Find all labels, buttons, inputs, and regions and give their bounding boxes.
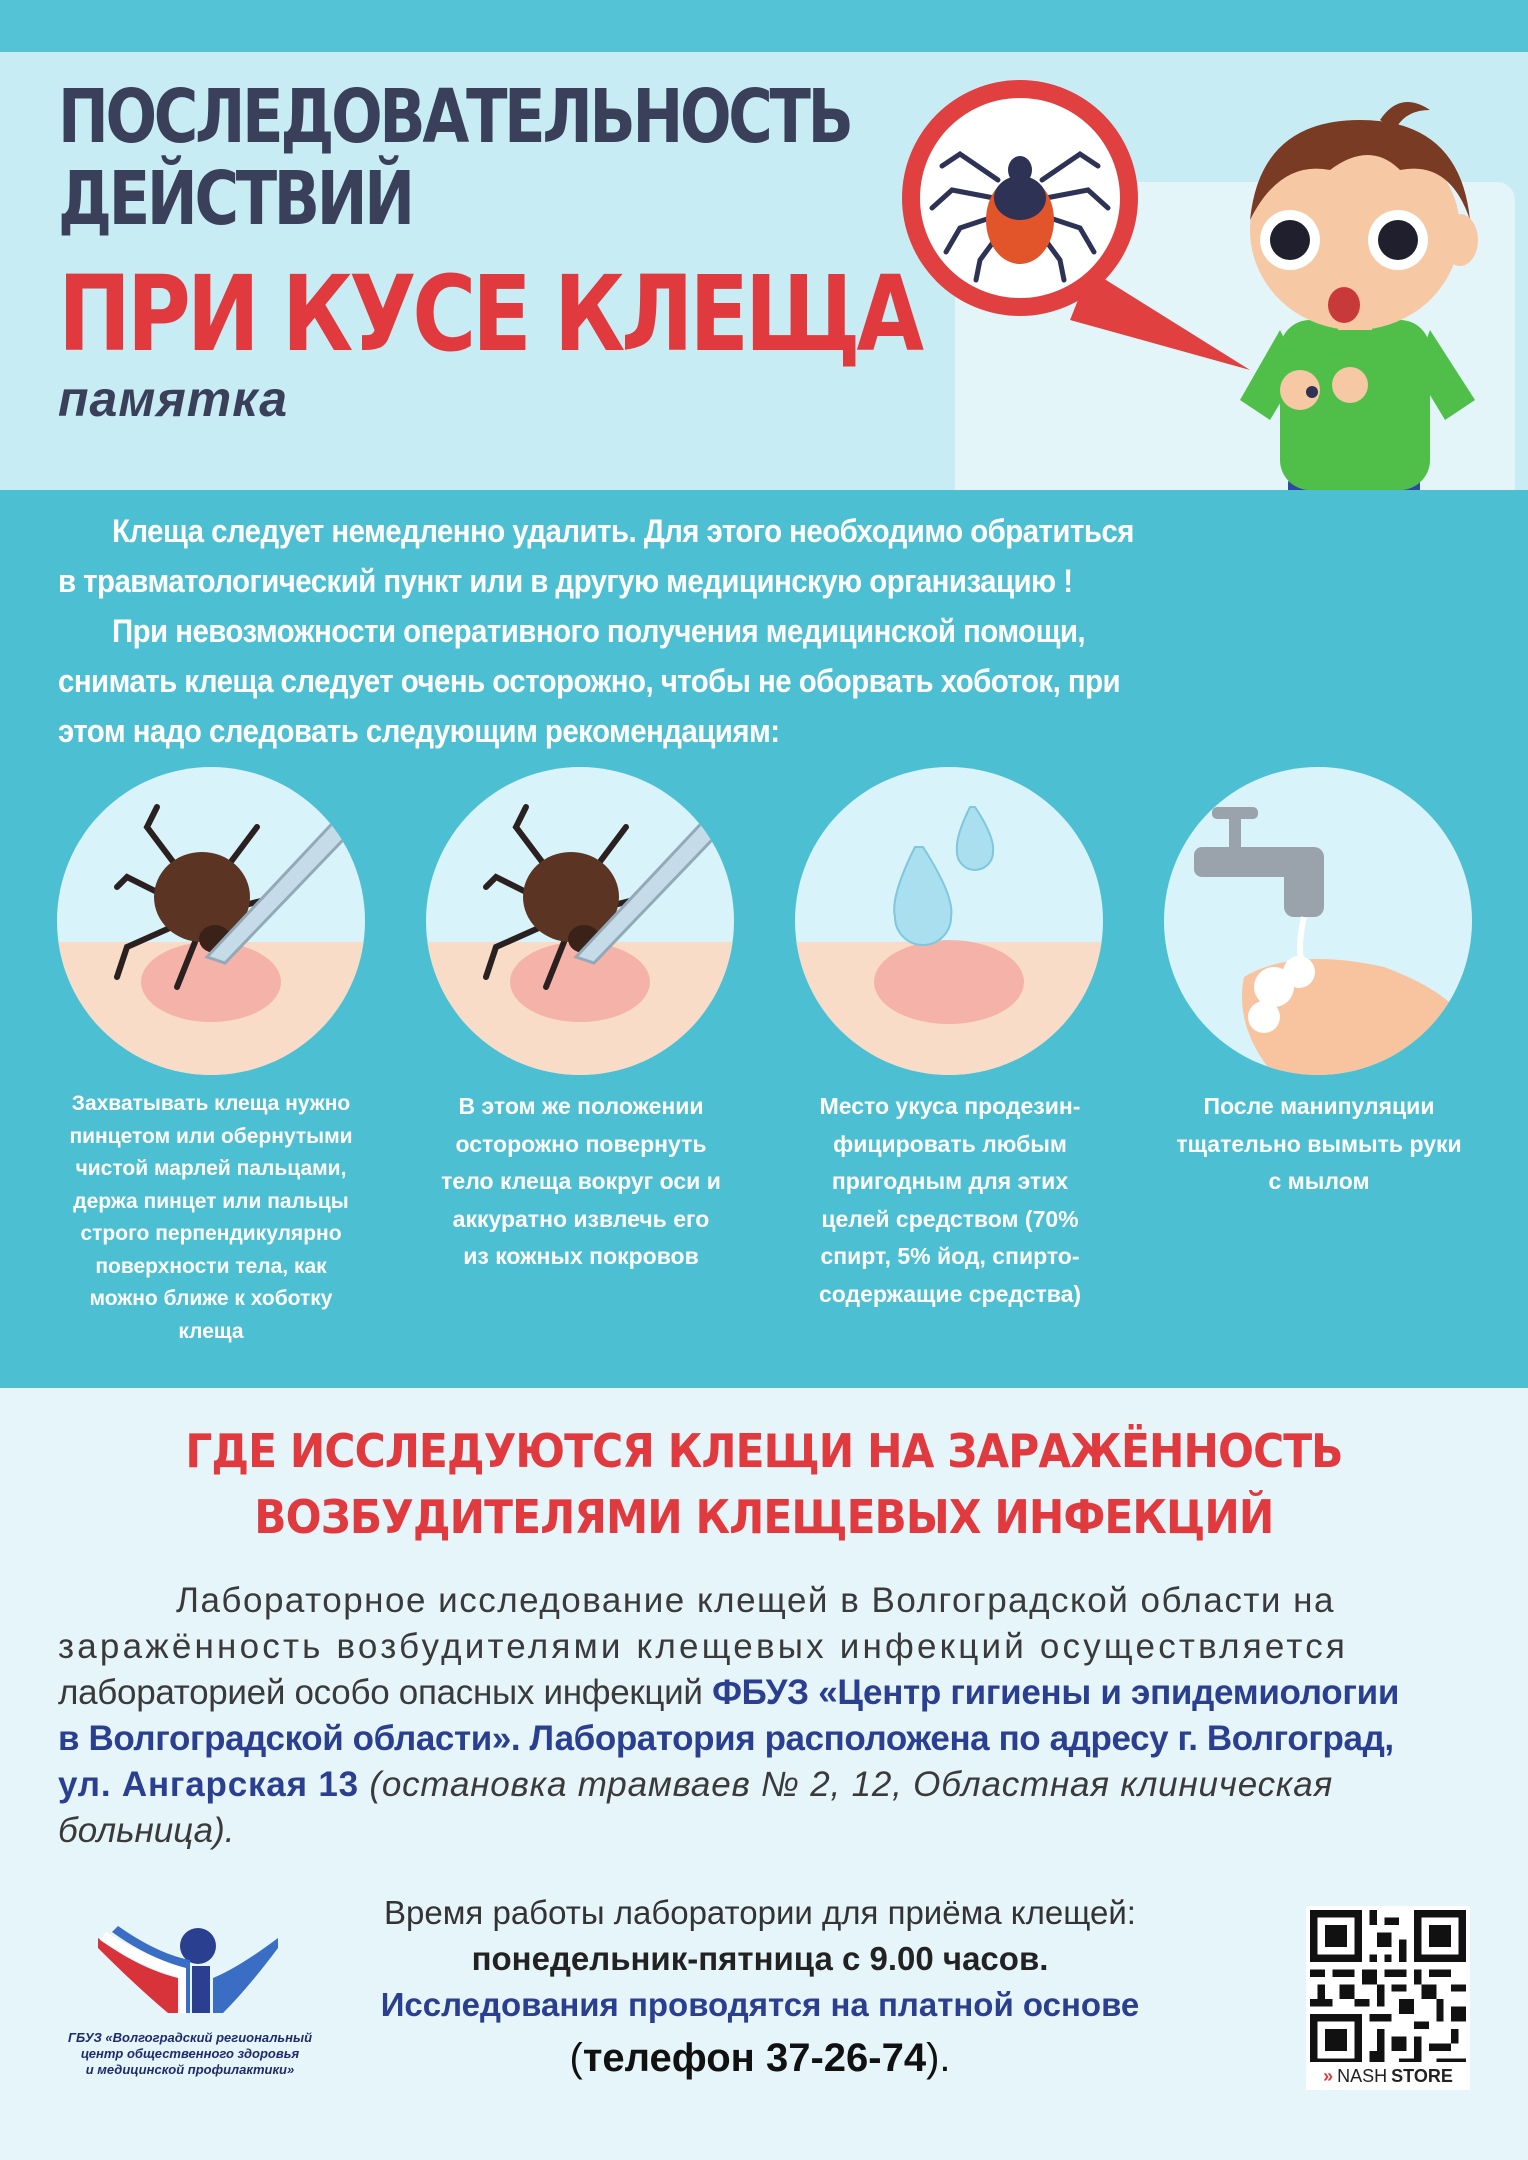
step-1-caption-line: поверхности тела, как bbox=[95, 1254, 327, 1278]
where-title-text: ВОЗБУДИТЕЛЯМИ КЛЕЩЕВЫХ ИНФЕКЦИЙ bbox=[254, 1490, 1274, 1544]
step-1-caption-line: можно ближе к хоботку bbox=[89, 1287, 333, 1310]
phone-number: телефон 37-26-74 bbox=[582, 2036, 927, 2080]
where-title-line-2 bbox=[0, 1490, 1528, 1544]
lab-address-text: в Волгоградской области». Лаборатория расположена по адресу г. Волгоград, bbox=[58, 1719, 1394, 1758]
where-title-text: ГДЕ ИССЛЕДУЮТСЯ КЛЕЩИ НА ЗАРАЖЁННОСТЬ bbox=[185, 1424, 1343, 1478]
disinfectant-drops-icon bbox=[795, 767, 1103, 1075]
step-1-caption-line: строго перпендикулярно bbox=[80, 1222, 342, 1245]
step-2-caption-line: тело клеща вокруг оси и bbox=[441, 1168, 721, 1194]
paid-basis-note: Исследования проводятся на платной основе bbox=[380, 1986, 1140, 2023]
step-4-caption bbox=[1164, 1088, 1474, 1201]
qr-brand bbox=[1306, 2062, 1470, 2090]
tweezers-grab-tick-icon bbox=[57, 767, 365, 1075]
lab-line-2 bbox=[58, 1624, 1468, 1670]
step-3-caption-line: спирт, 5% йод, спирто- bbox=[820, 1243, 1080, 1269]
title-line-1: ПОСЛЕДОВАТЕЛЬНОСТЬ bbox=[58, 74, 851, 160]
step-1-caption bbox=[56, 1088, 366, 1348]
step-2-image bbox=[426, 767, 734, 1075]
tweezers-twist-tick-icon bbox=[426, 767, 734, 1075]
step-3-caption-line: содержащие средства) bbox=[818, 1280, 1082, 1307]
intro-line-2: в травматологический пункт или в другую медицинскую организацию ! bbox=[58, 563, 1073, 599]
step-4-caption-line: с мылом bbox=[1268, 1168, 1370, 1194]
street-address: ул. Ангарская 13 bbox=[58, 1765, 359, 1804]
step-4-caption-line: тщательно вымыть руки bbox=[1176, 1130, 1462, 1157]
step-3-caption-line: целей средством (70% bbox=[821, 1205, 1079, 1232]
logo-caption bbox=[60, 2030, 320, 2078]
hours-days: понедельник-пятница с 9.00 часов. bbox=[471, 1940, 1049, 1977]
health-center-logo-icon bbox=[78, 1918, 298, 2018]
lab-text-part bbox=[58, 1670, 1399, 1716]
brand-prefix: NASH bbox=[1337, 2065, 1388, 2086]
wash-hands-icon bbox=[1164, 767, 1472, 1075]
step-3-caption-line: Место укуса продезин- bbox=[819, 1093, 1081, 1119]
logo-caption-line: и медицинской профилактики» bbox=[85, 2062, 295, 2077]
top-strip bbox=[0, 0, 1528, 52]
fbuz-name: ФБУЗ «Центр гигиены и эпидемиологии bbox=[712, 1673, 1400, 1712]
step-1-caption-line: чистой марлей пальцами, bbox=[75, 1157, 347, 1180]
lab-text: заражённость возбудителями клещевых инфекций осуществляется bbox=[58, 1627, 1349, 1666]
step-4-caption-line: После манипуляции bbox=[1203, 1093, 1435, 1119]
step-3-caption bbox=[795, 1088, 1105, 1313]
hours-title: Время работы лаборатории для приёма клещей: bbox=[384, 1894, 1136, 1931]
phone-line bbox=[300, 2036, 1220, 2081]
step-1-caption-line: держа пинцет или пальцы bbox=[73, 1189, 349, 1213]
title-red: ПРИ КУСЕ КЛЕЩА bbox=[58, 253, 920, 375]
lab-line-4 bbox=[58, 1716, 1468, 1762]
title-line-2: ДЕЙСТВИЙ bbox=[58, 156, 412, 242]
lab-line-5 bbox=[58, 1762, 1468, 1808]
step-3-image bbox=[795, 767, 1103, 1075]
lab-line-3 bbox=[58, 1670, 1468, 1716]
phone-close: ). bbox=[926, 2036, 951, 2080]
step-1-caption-line: клеща bbox=[178, 1319, 244, 1343]
lab-text: Лабораторное исследование клещей в Волгоградской области на bbox=[176, 1581, 1335, 1620]
lab-text: больница). bbox=[58, 1811, 235, 1850]
lab-description bbox=[58, 1578, 1468, 1854]
lab-text-part bbox=[58, 1762, 1333, 1808]
logo-caption-line: ГБУЗ «Волгоградский региональный bbox=[67, 2030, 313, 2045]
where-title-line-1 bbox=[0, 1424, 1528, 1478]
intro-line-4: снимать клеща следует очень осторожно, чтобы не оборвать хоботок, при bbox=[58, 663, 1121, 699]
step-3-caption-line: фицировать любым bbox=[833, 1130, 1067, 1157]
intro-line-5: этом надо следовать следующим рекомендациям: bbox=[58, 713, 780, 749]
step-1-image bbox=[57, 767, 365, 1075]
step-2-caption-line: из кожных покровов bbox=[463, 1243, 699, 1269]
tram-stop: (остановка трамваев № 2, 12, Областная клиническая bbox=[358, 1765, 1333, 1804]
step-2-caption-line: В этом же положении bbox=[458, 1093, 704, 1119]
step-1-caption-line: Захватывать клеща нужно bbox=[71, 1092, 351, 1115]
lab-line-1 bbox=[58, 1578, 1468, 1624]
step-4-image bbox=[1164, 767, 1472, 1075]
phone-open: ( bbox=[569, 2036, 583, 2080]
brand-chevron-icon: » bbox=[1323, 2065, 1334, 2086]
logo-caption-line: центр общественного здоровья bbox=[80, 2046, 300, 2061]
brand-suffix: STORE bbox=[1391, 2065, 1453, 2086]
intro-line-1: Клеща следует немедленно удалить. Для этого необходимо обратиться bbox=[112, 513, 1134, 549]
step-3-caption-line: пригодным для этих bbox=[831, 1168, 1069, 1194]
step-2-caption-line: аккуратно извлечь его bbox=[452, 1205, 710, 1232]
intro-line-3: При невозможности оперативного получения медицинской помощи, bbox=[112, 613, 1086, 649]
lab-line-6 bbox=[58, 1808, 1468, 1854]
step-2-caption-line: осторожно повернуть bbox=[455, 1130, 707, 1157]
lab-text: лабораторией особо опасных инфекций bbox=[58, 1673, 713, 1712]
step-2-caption bbox=[426, 1088, 736, 1276]
qr-code-icon bbox=[1310, 1910, 1466, 2066]
subtitle: памятка bbox=[58, 371, 288, 427]
step-1-caption-line: пинцетом или обернутыми bbox=[69, 1124, 353, 1148]
qr-code[interactable] bbox=[1306, 1906, 1470, 2070]
